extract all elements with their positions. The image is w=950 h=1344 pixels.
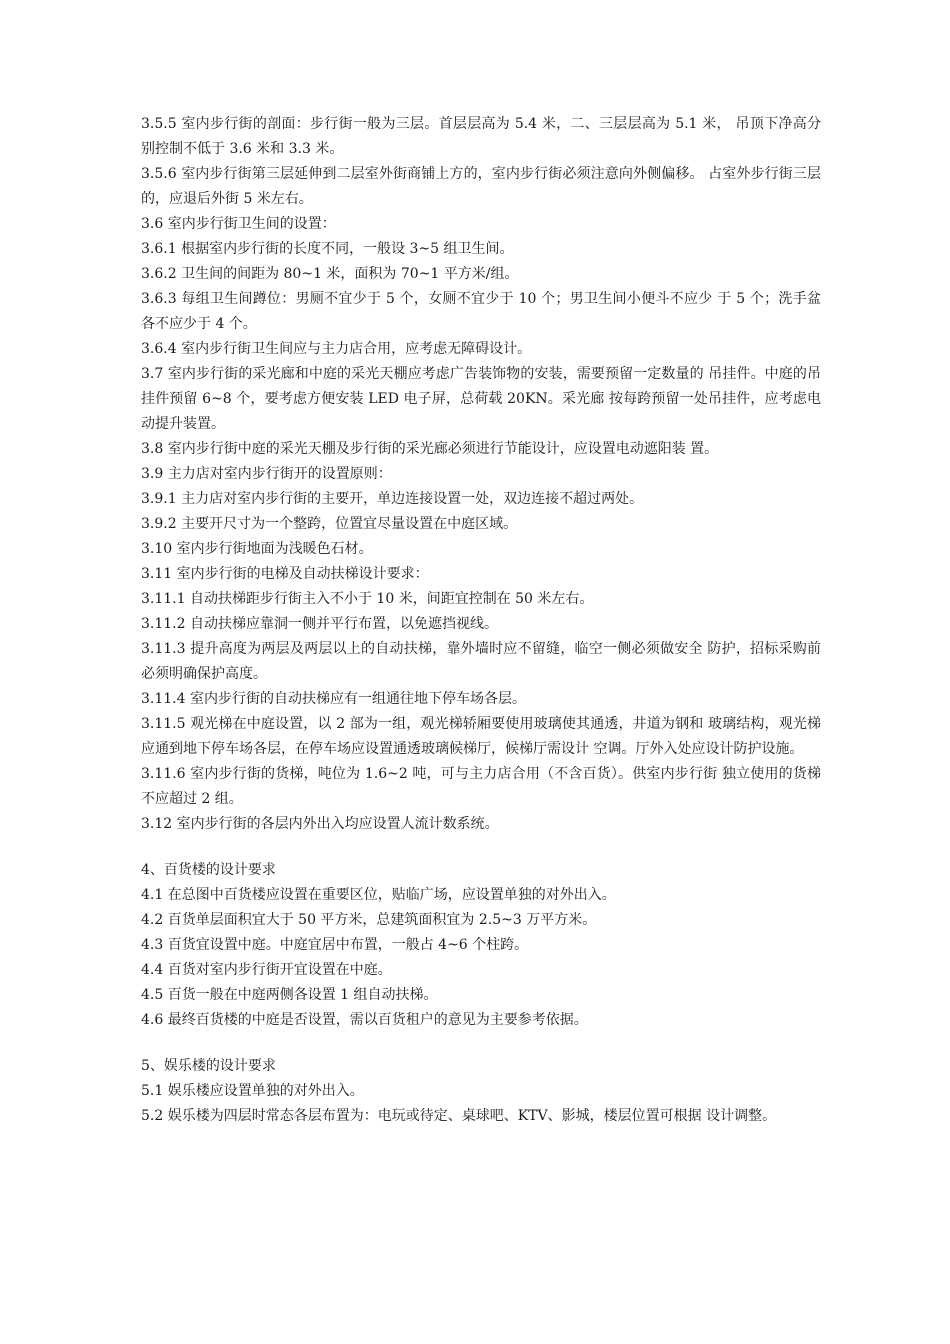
clause-4-1: 4.1 在总图中百货楼应设置在重要区位，贴临广场，应设置单独的对外出入。: [141, 887, 616, 903]
clause-3-12: 3.12 室内步行街的各层内外出入均应设置人流计数系统。: [141, 816, 499, 832]
clause-3-6-3: 3.6.3 每组卫生间蹲位：男厕不宜少于 5 个，女厕不宜少于 10 个；男卫生间小便斗不应少 于 5 个；洗手盆各不应少于 4 个。: [141, 291, 821, 332]
clause-4-5: 4.5 百货一般在中庭两侧各设置 1 组自动扶梯。: [141, 987, 438, 1003]
clause-3-10: 3.10 室内步行街地面为浅暖色石材。: [141, 541, 373, 557]
clause-3-11-3: 3.11.3 提升高度为两层及两层以上的自动扶梯，靠外墙时应不留缝，临空一侧必须做安全 防护，招标采购前必须明确保护高度。: [141, 641, 821, 682]
entertainment-section: [141, 1054, 821, 1129]
clause-3-9-1: 3.9.1 主力店对室内步行街的主要开，单边连接设置一处，双边连接不超过两处。: [141, 491, 644, 507]
department-store-section: [141, 858, 821, 1033]
section-4-heading: 4、百货楼的设计要求: [141, 862, 276, 878]
mall-street-section: [141, 112, 821, 837]
clause-3-5-6: 3.5.6 室内步行街第三层延伸到二层室外街商铺上方的，室内步行街必须注意向外侧偏移。 占室外步行街三层的，应退后外街 5 米左右。: [141, 166, 821, 207]
document-page: [141, 112, 821, 1129]
clause-3-11-5: 3.11.5 观光梯在中庭设置，以 2 部为一组，观光梯轿厢要使用玻璃使其通透，井道为钢和 玻璃结构，观光梯应通到地下停车场各层，在停车场应设置通透玻璃候梯厅，候梯厅需设计 空调。厅外入处应设计防护设施。: [141, 716, 821, 757]
clause-3-9-2: 3.9.2 主要开尺寸为一个整跨，位置宜尽量设置在中庭区域。: [141, 516, 518, 532]
clause-3-6-1: 3.6.1 根据室内步行街的长度不同，一般设 3~5 组卫生间。: [141, 241, 514, 257]
clause-3-7: 3.7 室内步行街的采光廊和中庭的采光天棚应考虑广告装饰物的安装，需要预留一定数量的 吊挂件。中庭的吊挂件预留 6~8 个，要考虑方便安装 LED 电子屏，总荷载 20KN。采光廊 按每跨预留一处吊挂件，应考虑电动提升装置。: [141, 366, 821, 432]
clause-5-2: 5.2 娱乐楼为四层时常态各层布置为：电玩或待定、桌球吧、KTV、影城，楼层位置可根据 设计调整。: [141, 1108, 777, 1124]
clause-3-11-2: 3.11.2 自动扶梯应靠洞一侧并平行布置，以免遮挡视线。: [141, 616, 498, 632]
clause-3-11-6: 3.11.6 室内步行街的货梯，吨位为 1.6~2 吨，可与主力店合用（不含百货）。供室内步行街 独立使用的货梯不应超过 2 组。: [141, 766, 821, 807]
clause-3-6-2: 3.6.2 卫生间的间距为 80~1 米，面积为 70~1 平方米/组。: [141, 266, 519, 282]
clause-3-11: 3.11 室内步行街的电梯及自动扶梯设计要求：: [141, 566, 429, 582]
clause-5-1: 5.1 娱乐楼应设置单独的对外出入。: [141, 1083, 364, 1099]
clause-3-8: 3.8 室内步行街中庭的采光天棚及步行街的采光廊必须进行节能设计，应设置电动遮阳装 置。: [141, 441, 719, 457]
clause-4-2: 4.2 百货单层面积宜大于 50 平方米，总建筑面积宜为 2.5~3 万平方米。: [141, 912, 597, 928]
clause-3-6-4: 3.6.4 室内步行街卫生间应与主力店合用，应考虑无障碍设计。: [141, 341, 532, 357]
clause-4-3: 4.3 百货宜设置中庭。中庭宜居中布置，一般占 4~6 个柱跨。: [141, 937, 529, 953]
clause-3-9: 3.9 主力店对室内步行街开的设置原则：: [141, 466, 392, 482]
clause-4-4: 4.4 百货对室内步行街开宜设置在中庭。: [141, 962, 392, 978]
clause-3-11-1: 3.11.1 自动扶梯距步行街主入不小于 10 米，间距宜控制在 50 米左右。: [141, 591, 594, 607]
clause-4-6: 4.6 最终百货楼的中庭是否设置，需以百货租户的意见为主要参考依据。: [141, 1012, 588, 1028]
clause-3-11-4: 3.11.4 室内步行街的自动扶梯应有一组通往地下停车场各层。: [141, 691, 526, 707]
section-5-heading: 5、娱乐楼的设计要求: [141, 1058, 276, 1074]
clause-3-6: 3.6 室内步行街卫生间的设置：: [141, 216, 336, 232]
clause-3-5-5: 3.5.5 室内步行街的剖面：步行街一般为三层。首层层高为 5.4 米，二、三层层高为 5.1 米， 吊顶下净高分别控制不低于 3.6 米和 3.3 米。: [141, 116, 821, 157]
